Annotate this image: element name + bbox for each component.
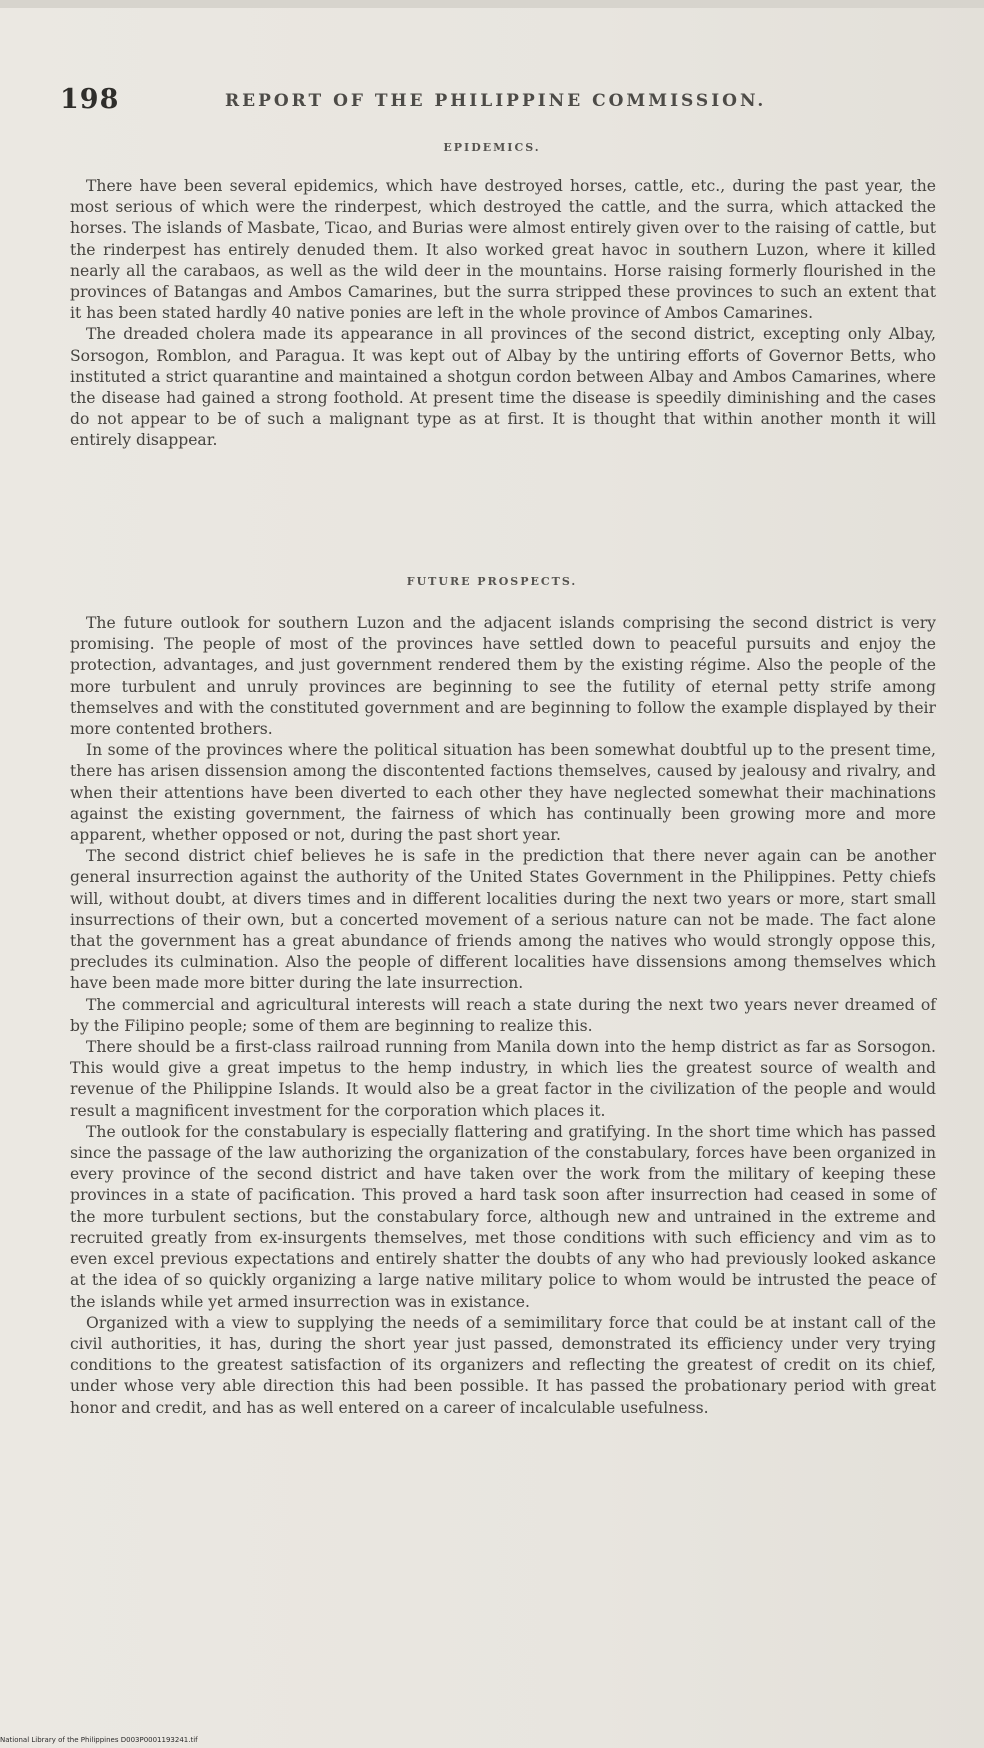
- paragraph: The outlook for the constabulary is especially flattering and gratifying. In the short time which has passed since the passage of the law authorizing the organization of the constabulary, forces have been organized in every province of the second district and have taken over the work from the military of keeping these provinces in a state of pacification. This proved a hard task soon after insurrection had ceased in some of the more turbulent sections, but the constabulary force, although new and untrained in the extreme and recruited greatly from ex-insurgents themselves, met those conditions with such efficiency and vim as to even excel previous expectations and entirely shatter the doubts of any who had previously looked askance at the idea of so quickly organizing a large native military police to whom would be intrusted the peace of the islands while yet armed insurrection was in existance.: [70, 1122, 936, 1311]
- paragraph: There have been several epidemics, which have destroyed horses, cattle, etc., during the past year, the most serious of which were the rinderpest, which destroyed the cattle, and the surra, which attacked the horses. The islands of Masbate, Ticao, and Burias were almost entirely given over to the raising of cattle, but the rinderpest has entirely denuded them. It also worked great havoc in southern Luzon, where it killed nearly all the carabaos, as well as the wild deer in the mountains. Horse raising formerly flourished in the provinces of Batangas and Ambos Camarines, but the surra stripped these provinces to such an extent that it has been stated hardly 40 native ponies are left in the whole province of Ambos Camarines.: [70, 177, 936, 323]
- page-top-edge: [0, 0, 984, 8]
- paragraph: The dreaded cholera made its appearance in all provinces of the second district, excepting only Albay, Sorsogon, Romblon, and Paragua. It was kept out of Albay by the untiring efforts of Governor Betts, who instituted a strict quarantine and maintained a shotgun cordon between Albay and Ambos Camarines, where the disease had gained a strong foothold. At present time the disease is speedily diminishing and the cases do not appear to be of such a malignant type as at first. It is thought that within another month it will entirely disappear.: [70, 325, 936, 450]
- page-header: [60, 84, 940, 124]
- section-future-prospects-body: [70, 613, 936, 1419]
- section-heading-epidemics: EPIDEMICS.: [443, 141, 541, 154]
- paragraph: In some of the provinces where the political situation has been somewhat doubtful up to the present time, there has arisen dissension among the discontented factions themselves, caused by jealousy and rivalry, and when their attentions have been diverted to each other they have neglected somewhat their machinations against the existing government, the fairness of which has continually been growing more and more apparent, whether opposed or not, during the past short year.: [70, 741, 936, 845]
- paragraph: Organized with a view to supplying the needs of a semimilitary force that could be at instant call of the civil authorities, it has, during the short year just passed, demonstrated its efficiency under very trying conditions to the greatest satisfaction of its organizers and reflecting the greatest of credit on its chief, under whose very able direction this had been possible. It has passed the probationary period with great honor and credit, and has as well entered on a career of incalculable usefulness.: [70, 1313, 936, 1417]
- scan-credit: National Library of the Philippines D003P0001193241.tif: [0, 1736, 198, 1744]
- section-epidemics-body: [70, 176, 936, 452]
- paragraph: The future outlook for southern Luzon and the adjacent islands comprising the second district is very promising. The people of most of the provinces have settled down to peaceful pursuits and enjoy the protection, advantages, and just government rendered them by the existing régime. Also the people of the more turbulent and unruly provinces are beginning to see the futility of eternal petty strife among themselves and with the constituted government and are beginning to follow the example displayed by their more contented brothers.: [70, 614, 936, 739]
- paragraph: The commercial and agricultural interests will reach a state during the next two years never dreamed of by the Filipino people; some of them are beginning to realize this.: [70, 995, 936, 1035]
- page-number: 198: [60, 84, 120, 115]
- paragraph: The second district chief believes he is safe in the prediction that there never again can be another general insurrection against the authority of the United States Government in the Philippines. Petty chiefs will, without doubt, at divers times and in different localities during the next two years or more, start small insurrections of their own, but a concerted movement of a serious nature can not be made. The fact alone that the government has a great abundance of friends among the natives who would strongly oppose this, precludes its culmination. Also the people of different localities have dissensions among themselves which have been made more bitter during the late insurrection.: [70, 847, 936, 993]
- paragraph: There should be a first-class railroad running from Manila down into the hemp district as far as Sorsogon. This would give a great impetus to the hemp industry, in which lies the greatest source of wealth and revenue of the Philippine Islands. It would also be a great factor in the civilization of the people and would result a magnificent investment for the corporation which places it.: [70, 1038, 936, 1120]
- section-heading-future-prospects: FUTURE PROSPECTS.: [406, 575, 578, 588]
- running-head: REPORT OF THE PHILIPPINE COMMISSION.: [225, 91, 767, 111]
